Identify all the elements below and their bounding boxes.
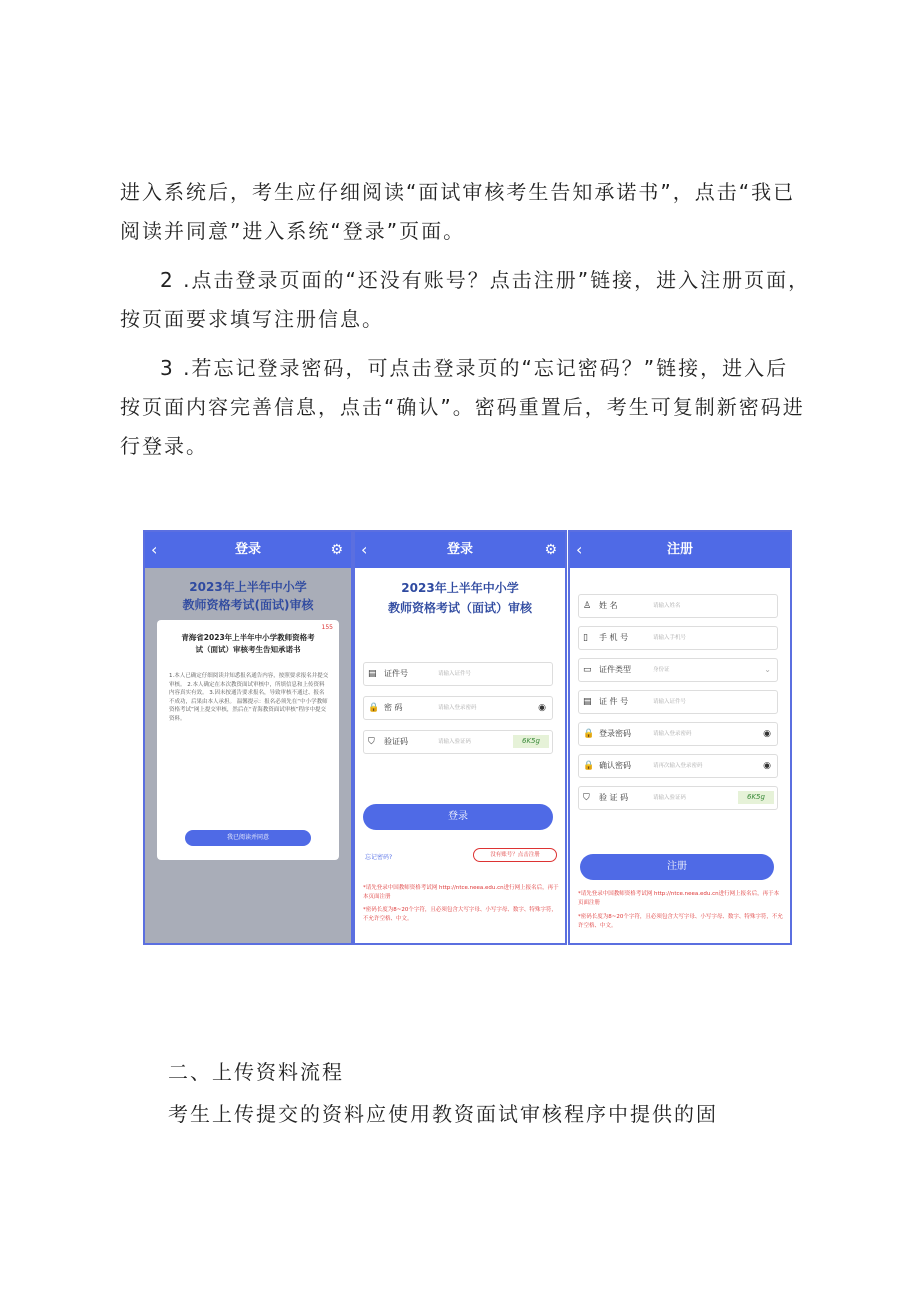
eye-icon[interactable]: ◉ xyxy=(763,729,771,739)
field-placeholder: 请输入登录密码 xyxy=(438,705,477,711)
gear-icon[interactable]: ⚙ xyxy=(330,542,343,558)
password-input[interactable] xyxy=(363,696,553,720)
field-placeholder: 请输入证件号 xyxy=(438,671,472,677)
page-title-line: 教师资格考试（面试）审核 xyxy=(387,601,532,615)
screenshot-register xyxy=(568,530,792,945)
shield-icon: ⛉ xyxy=(583,793,590,803)
paragraph-line: 按页面内容完善信息，点击“确认”。密码重置后，考生可复制新密码进 xyxy=(120,395,805,419)
paragraph-3 xyxy=(120,354,840,460)
password-input[interactable] xyxy=(578,722,778,746)
modal-title-line: 青海省2023年上半年中小学教师资格考 xyxy=(181,633,315,642)
field-placeholder: 请输入登录密码 xyxy=(653,731,692,737)
field-label: 证 件 号 xyxy=(599,697,629,706)
name-input[interactable] xyxy=(578,594,778,618)
eye-icon[interactable]: ◉ xyxy=(763,761,771,771)
agree-button[interactable]: 我已阅读并同意 xyxy=(185,830,311,846)
paragraph-line: 2 .点击登录页面的“还没有账号？点击注册”链接，进入注册页面， xyxy=(160,268,811,292)
shield-icon: ⛉ xyxy=(368,737,375,747)
captcha-image[interactable]: 6K5g xyxy=(513,735,549,748)
register-link[interactable]: 没有账号？点击注册 xyxy=(473,848,557,862)
note-text: *密码长度为8~20个字符，且必须包含大写字母、小写字母、数字、特殊字符，不允许空格、中文。 xyxy=(578,914,783,929)
phone-icon: ▯ xyxy=(583,633,588,643)
paragraph-line: 3 .若忘记登录密码，可点击登录页的“忘记密码？”链接，进入后 xyxy=(160,356,789,380)
field-label: 证件类型 xyxy=(599,665,631,674)
back-icon[interactable]: ‹ xyxy=(361,540,368,559)
field-label: 确认密码 xyxy=(599,761,631,770)
login-button[interactable]: 登录 xyxy=(363,804,553,830)
paragraph-line: 按页面要求填写注册信息。 xyxy=(120,307,384,331)
captcha-image[interactable]: 6K5g xyxy=(738,791,774,804)
modal-title xyxy=(161,632,335,656)
field-placeholder: 身份证 xyxy=(653,667,670,673)
nav-title: 登录 xyxy=(234,542,261,557)
field-label: 验 证 码 xyxy=(599,793,629,802)
nav-title: 登录 xyxy=(446,542,473,557)
field-placeholder: 请再次输入登录密码 xyxy=(653,763,703,769)
note-text: *密码长度为8~20个字符，且必须包含大写字母、小写字母、数字、特殊字符，不允许空格、中文。 xyxy=(363,907,557,922)
modal-number: 155 xyxy=(321,624,333,631)
id-type-select[interactable] xyxy=(578,658,778,682)
modal-title-line: 试（面试）审核考生告知承诺书 xyxy=(195,645,301,654)
nav-bar xyxy=(145,532,351,568)
lock-icon: 🔒 xyxy=(583,729,595,739)
agreement-modal xyxy=(157,620,339,860)
paragraph-4: 考生上传提交的资料应使用教资面试审核程序中提供的固 xyxy=(168,1102,718,1126)
user-icon: ♙ xyxy=(583,601,592,611)
field-placeholder: 请输入姓名 xyxy=(653,603,681,609)
paragraph-2 xyxy=(120,266,840,333)
field-label: 密 码 xyxy=(384,703,403,712)
register-button[interactable]: 注册 xyxy=(580,854,774,880)
note-text: *请先登录中国教师资格考试网 http://ntce.neea.edu.cn进行网上报名后，再于本页面注册 xyxy=(578,891,780,906)
paragraph-line: 进入系统后，考生应仔细阅读“面试审核考生告知承诺书”，点击“我已 xyxy=(120,180,796,204)
gear-icon[interactable]: ⚙ xyxy=(544,542,557,558)
screenshot-login xyxy=(353,530,567,945)
field-placeholder: 请输入验证码 xyxy=(438,739,472,745)
paragraph-line: 阅读并同意”进入系统“登录”页面。 xyxy=(120,219,466,243)
field-label: 姓 名 xyxy=(599,601,618,610)
id-number-input[interactable] xyxy=(578,690,778,714)
nav-title: 注册 xyxy=(666,542,693,557)
field-placeholder: 请输入手机号 xyxy=(653,635,687,641)
field-label: 验证码 xyxy=(384,737,408,746)
screenshot-login-agreement xyxy=(143,530,353,945)
id-card-icon: ▤ xyxy=(583,697,592,707)
nav-bar xyxy=(355,532,565,568)
field-placeholder: 请输入证件号 xyxy=(653,699,687,705)
note-text: *请先登录中国教师资格考试网 http://ntce.neea.edu.cn进行网上报名后，再于本页面注册 xyxy=(363,885,559,900)
paragraph-1 xyxy=(120,178,840,245)
captcha-input[interactable] xyxy=(578,786,778,810)
back-icon[interactable]: ‹ xyxy=(151,540,158,559)
page-title-line: 2023年上半年中小学 xyxy=(401,581,519,595)
confirm-password-input[interactable] xyxy=(578,754,778,778)
chevron-down-icon: ⌄ xyxy=(764,665,771,674)
modal-body: 1.本人已确定仔细阅读并知悉报名通告内容，按照要求报名并提交审核。 2.本人确定在本次教资面试审核中，所填信息和上传资料内容真实有效。 3.因未按通告要求报名，导致审核不通过、报名不成功，后果由本人承担。 温馨提示：报名必须先在“中小学教师资格考试”网上提交审核，然后在“青海教资面试审核”程序中提交资料。 xyxy=(169,673,329,722)
section-heading: 二、上传资料流程 xyxy=(168,1060,344,1084)
captcha-input[interactable] xyxy=(363,730,553,754)
phone-input[interactable] xyxy=(578,626,778,650)
field-label: 登录密码 xyxy=(599,729,631,738)
page-title-line: 2023年上半年中小学 xyxy=(189,580,307,594)
field-label: 证件号 xyxy=(384,669,408,678)
field-placeholder: 请输入验证码 xyxy=(653,795,687,801)
forgot-password-link[interactable]: 忘记密码? xyxy=(365,854,393,861)
lock-icon: 🔒 xyxy=(583,761,595,771)
nav-bar xyxy=(570,532,790,568)
id-number-input[interactable] xyxy=(363,662,553,686)
lock-icon: 🔒 xyxy=(368,703,380,713)
page-title-line: 教师资格考试(面试)审核 xyxy=(182,598,314,612)
page-title xyxy=(145,578,351,614)
page-title xyxy=(355,578,565,618)
id-card-icon: ▤ xyxy=(368,669,377,679)
card-icon: ▭ xyxy=(583,665,592,675)
back-icon[interactable]: ‹ xyxy=(576,540,583,559)
eye-icon[interactable]: ◉ xyxy=(538,703,546,713)
field-label: 手 机 号 xyxy=(599,633,629,642)
paragraph-line: 行登录。 xyxy=(120,434,208,458)
